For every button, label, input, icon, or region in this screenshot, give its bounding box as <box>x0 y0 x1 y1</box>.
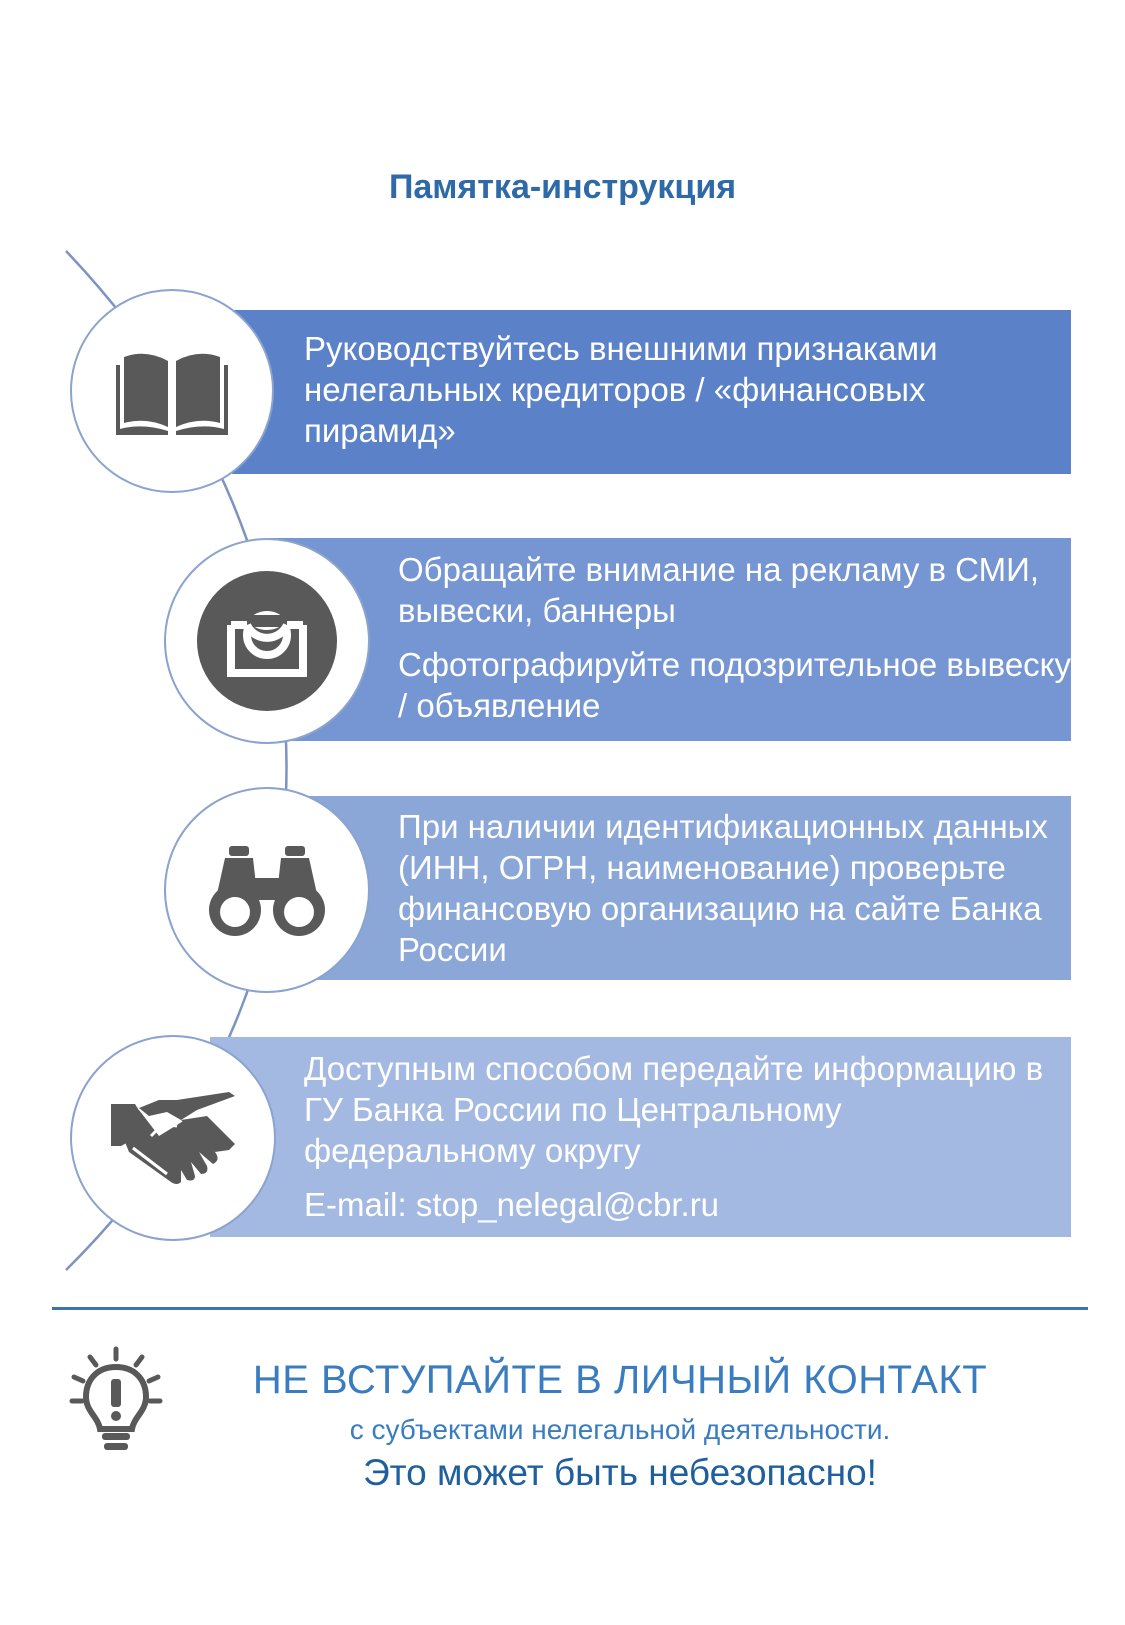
step-1-circle <box>70 289 274 493</box>
warning-caution: Это может быть небезопасно! <box>363 1452 877 1493</box>
camera-icon <box>197 571 337 711</box>
step-2-text-2: Сфотографируйте подозрительное вывеску / объявление <box>398 646 1071 724</box>
section-divider <box>52 1307 1088 1310</box>
step-2-circle <box>164 538 370 744</box>
step-3-text: При наличии идентификационных данных (ИНН, ОГРН, наименование) проверьте финансовую организацию на сайте Банка России <box>398 808 1048 968</box>
page-title: Памятка-инструкция <box>388 168 737 206</box>
warning-headline: НЕ ВСТУПАЙТЕ В ЛИЧНЫЙ КОНТАКТ <box>252 1358 988 1402</box>
step-4-text-1: Доступным способом передайте информацию в ГУ Банка России по Центральному федеральному округу <box>304 1050 1044 1169</box>
binoculars-icon <box>207 844 327 936</box>
step-3-band <box>280 796 1071 980</box>
book-icon <box>116 343 228 439</box>
step-4-email: E-mail: stop_nelegal@cbr.ru <box>304 1186 720 1223</box>
step-4-band <box>210 1037 1071 1237</box>
step-2-text-1: Обращайте внимание на рекламу в СМИ, вывески, баннеры <box>398 551 1040 629</box>
warning-subline: с субъектами нелегальной деятельности. <box>349 1414 891 1445</box>
step-1-band <box>232 310 1071 474</box>
handshake-icon <box>111 1090 235 1186</box>
step-4-circle <box>70 1035 276 1241</box>
step-3-circle <box>164 787 370 993</box>
step-1-text: Руководствуйтесь внешними признаками нелегальных кредиторов / «финансовых пирамид» <box>304 330 938 449</box>
step-2-band <box>270 538 1071 741</box>
